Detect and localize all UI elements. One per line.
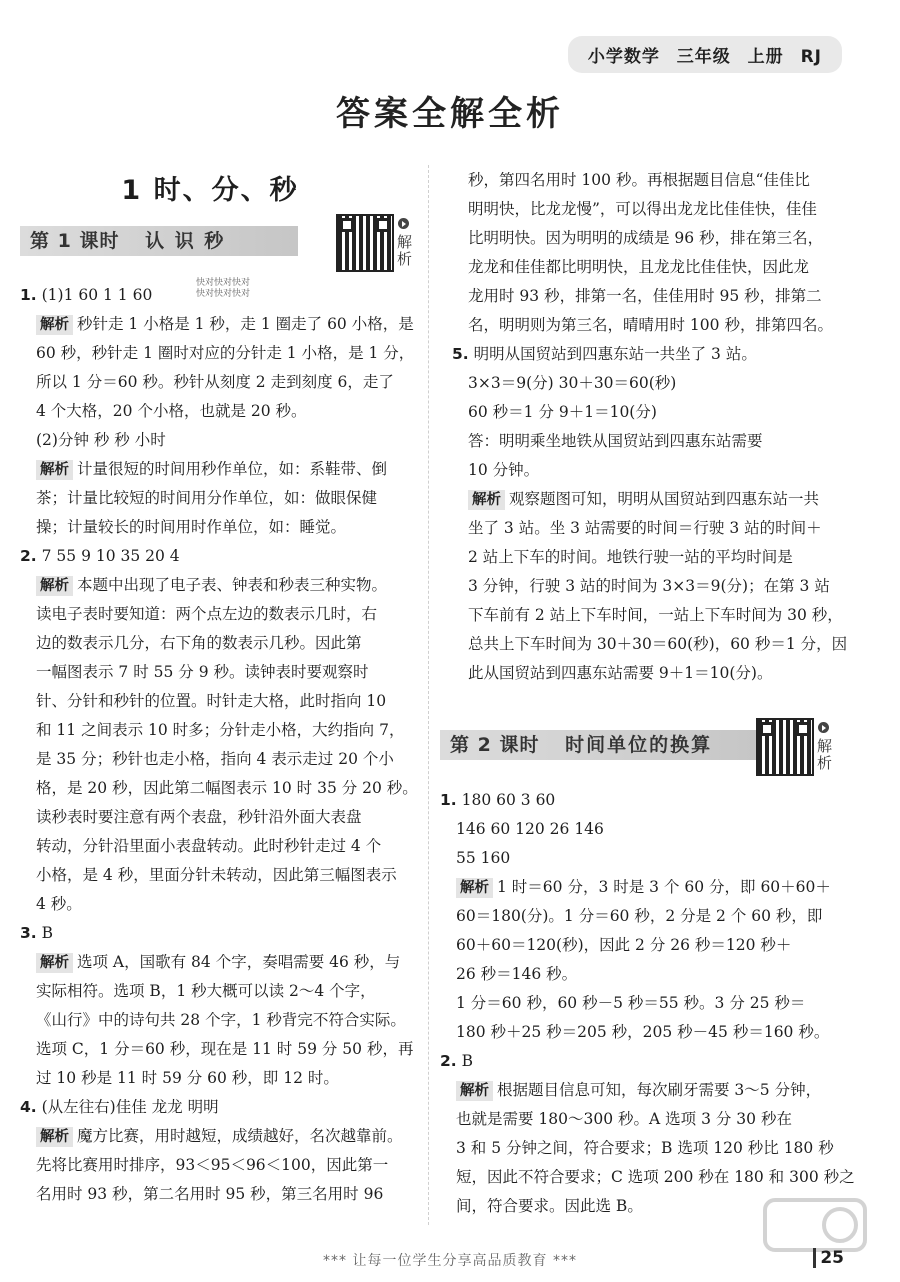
text-line: 比明明快。因为明明的成绩是 96 秒，排在第三名， bbox=[468, 229, 824, 247]
text-line: 名用时 93 秒，第二名用时 95 秒，第三名用时 96 bbox=[36, 1185, 384, 1203]
qr-code-lesson-2[interactable] bbox=[756, 718, 814, 776]
text-line: 答：明明乘坐地铁从国贸站到四惠东站需要 bbox=[468, 432, 763, 450]
left-column-text bbox=[20, 281, 418, 1209]
text-line: 180 秒＋25 秒＝205 秒，205 秒－45 秒＝160 秒。 bbox=[456, 1023, 830, 1041]
q1-answer: 1. (1)1 60 1 1 60 bbox=[20, 286, 153, 304]
text-line: 解析 选项 A，国歌有 84 个字，奏唱需要 46 秒，与 bbox=[20, 948, 415, 977]
text-line: 此从国贸站到四惠东站需要 9＋1＝10(分)。 bbox=[468, 664, 773, 682]
text-line: 边的数表示几分，右下角的数表示几秒。因此第 bbox=[36, 634, 362, 652]
text-line: 146 60 120 26 146 bbox=[456, 820, 604, 838]
qr-label-lesson-2: 解析 bbox=[817, 737, 833, 772]
text-line: 间，符合要求。因此选 B。 bbox=[456, 1197, 643, 1215]
text-line: 解析 本题中出现了电子表、钟表和秒表三种实物。 bbox=[20, 571, 415, 600]
qr-code-lesson-1[interactable] bbox=[336, 214, 394, 272]
text-line: 选项 C，1 分＝60 秒，现在是 11 时 59 分 50 秒，再 bbox=[36, 1040, 414, 1058]
text-line: 读秒表时要注意有两个表盘，秒针沿外面大表盘 bbox=[36, 808, 362, 826]
text-line: 解析 计量很短的时间用秒作单位，如：系鞋带、倒 bbox=[20, 455, 415, 484]
right-column-top-text bbox=[452, 166, 852, 688]
column-divider bbox=[428, 165, 429, 1225]
text-line: 60＝180(分)。1 分＝60 秒，2 分是 2 个 60 秒，即 bbox=[456, 907, 823, 925]
lesson-2-name: 时间单位的换算 bbox=[565, 734, 713, 756]
text-line: 下车前有 2 站上下车时间，一站上下车时间为 30 秒， bbox=[468, 606, 843, 624]
play-icon bbox=[398, 218, 409, 229]
text-line: 坐了 3 站。坐 3 站需要的时间＝行驶 3 站的时间＋ bbox=[468, 519, 822, 537]
text-line: 解析 秒针走 1 小格是 1 秒，走 1 圈走了 60 小格，是 bbox=[20, 310, 415, 339]
text-line: 10 分钟。 bbox=[468, 461, 540, 479]
text-line: 转动，分针沿里面小表盘转动。此时秒针走过 4 个 bbox=[36, 837, 382, 855]
text-line: 茶；计量比较短的时间用分作单位，如：做眼保健 bbox=[36, 489, 378, 507]
text-line: 一幅图表示 7 时 55 分 9 秒。读钟表时要观察时 bbox=[36, 663, 369, 681]
q3-answer: 3. B bbox=[20, 924, 54, 942]
text-line: 秒，第四名用时 100 秒。再根据题目信息“佳佳比 bbox=[468, 171, 810, 189]
text-line: 龙龙和佳佳都比明明快，且龙龙比佳佳快，因此龙 bbox=[468, 258, 810, 276]
text-line: 解析 根据题目信息可知，每次刷牙需要 3～5 分钟， bbox=[440, 1076, 840, 1105]
q1-answer: 1. 180 60 3 60 bbox=[440, 791, 556, 809]
text-line: 和 11 之间表示 10 时多；分针走小格，大约指向 7， bbox=[36, 721, 405, 739]
text-line: 总共上下车时间为 30＋30＝60(秒)，60 秒＝1 分，因 bbox=[468, 635, 848, 653]
text-line: 4 个大格，20 个小格，也就是 20 秒。 bbox=[36, 402, 307, 420]
text-line: 解析 魔方比赛，用时越短，成绩越好，名次越靠前。 bbox=[20, 1122, 415, 1151]
text-line: 格，是 20 秒，因此第二幅图表示 10 时 35 分 20 秒。 bbox=[36, 779, 418, 797]
text-line: 小格，是 4 秒，里面分针未转动，因此第三幅图表示 bbox=[36, 866, 397, 884]
text-line: 60 秒＝1 分 9＋1＝10(分) bbox=[468, 403, 657, 421]
footer-text: *** 让每一位学生分享高品质教育 *** bbox=[323, 1253, 577, 1269]
text-line: 名，明明则为第三名，晴晴用时 100 秒，排第四名。 bbox=[468, 316, 833, 334]
text-line: 3 和 5 分钟之间，符合要求；B 选项 120 秒比 180 秒 bbox=[456, 1139, 834, 1157]
lesson-1-bar bbox=[20, 226, 298, 256]
text-line: 3×3＝9(分) 30＋30＝60(秒) bbox=[468, 374, 677, 392]
page-number: 25 bbox=[813, 1248, 844, 1268]
text-line: 26 秒＝146 秒。 bbox=[456, 965, 578, 983]
text-line: 解析 观察题图可知，明明从国贸站到四惠东站一共 bbox=[452, 485, 852, 514]
text-line: 也就是需要 180～300 秒。A 选项 3 分 30 秒在 bbox=[456, 1110, 792, 1128]
play-icon bbox=[818, 722, 829, 733]
text-line: 1 分＝60 秒，60 秒－5 秒＝55 秒。3 分 25 秒＝ bbox=[456, 994, 806, 1012]
text-line: 是 35 分；秒针也走小格，指向 4 表示走过 20 个小 bbox=[36, 750, 394, 768]
qr-label-lesson-1: 解析 bbox=[397, 233, 413, 268]
text-line: 针、分针和秒针的位置。时针走大格，此时指向 10 bbox=[36, 692, 387, 710]
text-line: 操；计量较长的时间用时作单位，如：睡觉。 bbox=[36, 518, 347, 536]
page-title: 答案全解全析 bbox=[336, 94, 564, 134]
right-column-bottom-text bbox=[440, 786, 855, 1221]
text-line: 明明快，比龙龙慢”，可以得出龙龙比佳佳快，佳佳 bbox=[468, 200, 817, 218]
text-line: 短，因此不符合要求；C 选项 200 秒在 180 和 300 秒之 bbox=[456, 1168, 855, 1186]
text-line: 读电子表时要知道：两个点左边的数表示几时，右 bbox=[36, 605, 378, 623]
text-line: 4 秒。 bbox=[36, 895, 82, 913]
lesson-2-bar bbox=[440, 730, 758, 760]
text-line: 实际相符。选项 B，1 秒大概可以读 2～4 个字， bbox=[36, 982, 376, 1000]
text-line: 《山行》中的诗句共 28 个字，1 秒背完不符合实际。 bbox=[36, 1011, 406, 1029]
text-line: 龙用时 93 秒，排第一名，佳佳用时 95 秒，排第二 bbox=[468, 287, 822, 305]
chapter-title: 1 时、分、秒 bbox=[121, 175, 299, 206]
text-line: 60 秒，秒针走 1 圈时对应的分针走 1 小格，是 1 分， bbox=[36, 344, 415, 362]
text-line: (2)分钟 秒 秒 小时 bbox=[36, 431, 166, 449]
text-line: 3 分钟，行驶 3 站的时间为 3×3＝9(分)；在第 3 站 bbox=[468, 577, 830, 595]
text-line: 过 10 秒是 11 时 59 分 60 秒，即 12 时。 bbox=[36, 1069, 339, 1087]
text-line: 2 站上下车的时间。地铁行驶一站的平均时间是 bbox=[468, 548, 793, 566]
header-tag: 小学数学 三年级 上册 RJ bbox=[568, 36, 842, 73]
stamp-text: 快对快对快对 快对快对快对 bbox=[196, 278, 251, 299]
text-line: 所以 1 分＝60 秒。秒针从刻度 2 走到刻度 6，走了 bbox=[36, 373, 394, 391]
q2-answer: 2. B bbox=[440, 1052, 474, 1070]
lesson-1-name: 认 识 秒 bbox=[145, 230, 226, 252]
text-line: 60＋60＝120(秒)，因此 2 分 26 秒＝120 秒＋ bbox=[456, 936, 792, 954]
q5-answer: 5. 明明从国贸站到四惠东站一共坐了 3 站。 bbox=[452, 345, 757, 363]
text-line: 55 160 bbox=[456, 849, 511, 867]
q2-answer: 2. 7 55 9 10 35 20 4 bbox=[20, 547, 180, 565]
lesson-2-label: 第 2 课时 bbox=[450, 734, 540, 756]
lesson-1-label: 第 1 课时 bbox=[30, 230, 120, 252]
text-line: 解析 1 时＝60 分，3 时是 3 个 60 分，即 60＋60＋ bbox=[440, 873, 840, 902]
text-line: 先将比赛用时排序，93＜95＜96＜100，因此第一 bbox=[36, 1156, 389, 1174]
q4-answer: 4. (从左往右)佳佳 龙龙 明明 bbox=[20, 1098, 219, 1116]
